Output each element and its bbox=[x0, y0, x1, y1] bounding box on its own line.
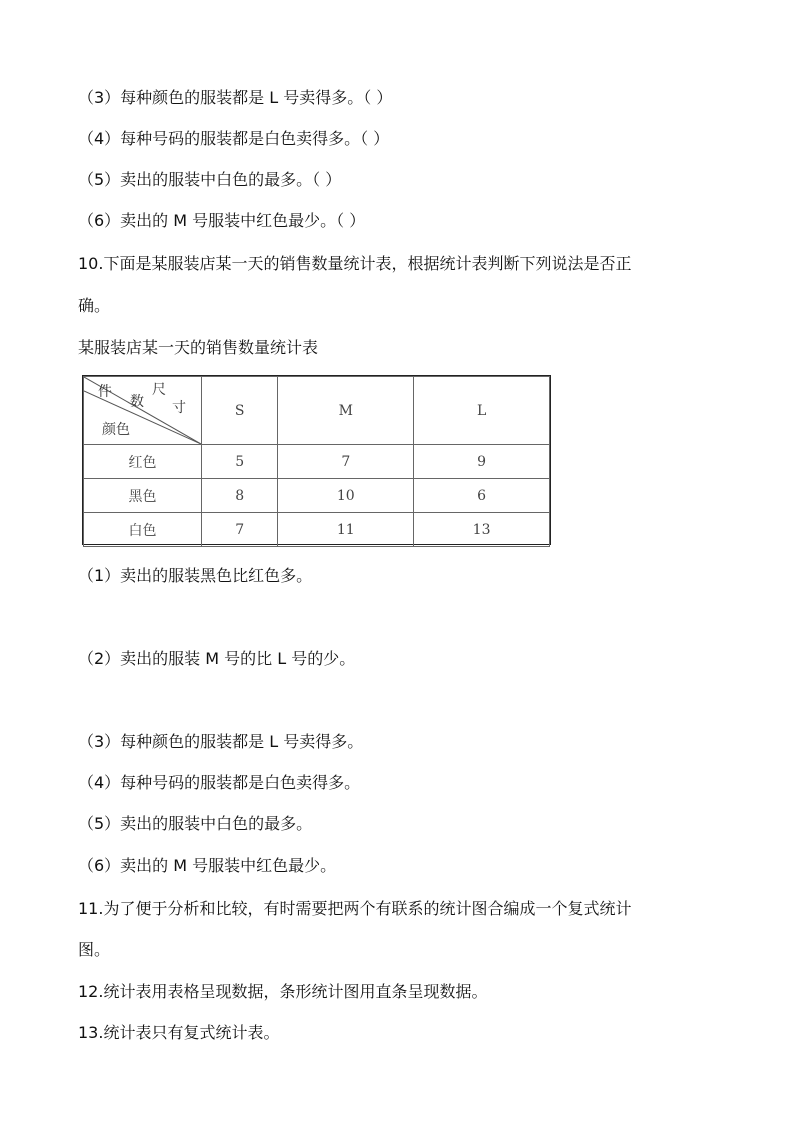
question-10-text-cont: 确。 bbox=[78, 296, 111, 315]
question-10-text: 10.下面是某服装店某一天的销售数量统计表，根据统计表判断下列说法是否正 bbox=[78, 254, 632, 273]
question-11-text-cont: 图。 bbox=[78, 940, 111, 959]
question-10-item-5: （5）卖出的服装中白色的最多。 bbox=[78, 814, 313, 833]
column-header-l: L bbox=[414, 377, 550, 445]
table-row bbox=[84, 513, 550, 547]
table-cell: 6 bbox=[414, 479, 550, 513]
table-cell: 7 bbox=[202, 513, 278, 547]
question-11-text: 11.为了便于分析和比较，有时需要把两个有联系的统计图合编成一个复式统计 bbox=[78, 899, 632, 918]
question-10-item-3: （3）每种颜色的服装都是 L 号卖得多。 bbox=[78, 732, 364, 751]
question-10-item-6: （6）卖出的 M 号服装中红色最少。 bbox=[78, 856, 337, 875]
corner-label-jian: 件 bbox=[98, 384, 112, 400]
question-item-6: （6）卖出的 M 号服装中红色最少。（ ） bbox=[78, 211, 366, 230]
table-cell: 9 bbox=[414, 445, 550, 479]
question-13-text: 13.统计表只有复式统计表。 bbox=[78, 1023, 280, 1042]
table-cell: 8 bbox=[202, 479, 278, 513]
question-10-item-2: （2）卖出的服装 M 号的比 L 号的少。 bbox=[78, 649, 356, 668]
table-row bbox=[84, 479, 550, 513]
table-cell: 7 bbox=[278, 445, 414, 479]
question-item-4: （4）每种号码的服装都是白色卖得多。（ ） bbox=[78, 129, 390, 148]
table-cell: 11 bbox=[278, 513, 414, 547]
corner-label-shu: 数 bbox=[130, 394, 144, 410]
row-label-black: 黑色 bbox=[84, 479, 202, 513]
question-12-text: 12.统计表用表格呈现数据，条形统计图用直条呈现数据。 bbox=[78, 982, 488, 1001]
table-row bbox=[84, 445, 550, 479]
table-cell: 13 bbox=[414, 513, 550, 547]
column-header-m: M bbox=[278, 377, 414, 445]
question-10-item-4: （4）每种号码的服装都是白色卖得多。 bbox=[78, 773, 361, 792]
question-item-5: （5）卖出的服装中白色的最多。（ ） bbox=[78, 170, 342, 189]
sales-table bbox=[82, 375, 551, 545]
table-corner-header bbox=[84, 377, 202, 445]
table-cell: 5 bbox=[202, 445, 278, 479]
table-caption: 某服装店某一天的销售数量统计表 bbox=[78, 338, 319, 357]
question-10-item-1: （1）卖出的服装黑色比红色多。 bbox=[78, 566, 313, 585]
row-label-red: 红色 bbox=[84, 445, 202, 479]
row-label-white: 白色 bbox=[84, 513, 202, 547]
corner-label-cun: 寸 bbox=[172, 400, 186, 416]
corner-label-color: 颜色 bbox=[102, 422, 130, 438]
corner-label-chi: 尺 bbox=[152, 382, 166, 398]
column-header-s: S bbox=[202, 377, 278, 445]
question-item-3: （3）每种颜色的服装都是 L 号卖得多。（ ） bbox=[78, 88, 393, 107]
table-cell: 10 bbox=[278, 479, 414, 513]
